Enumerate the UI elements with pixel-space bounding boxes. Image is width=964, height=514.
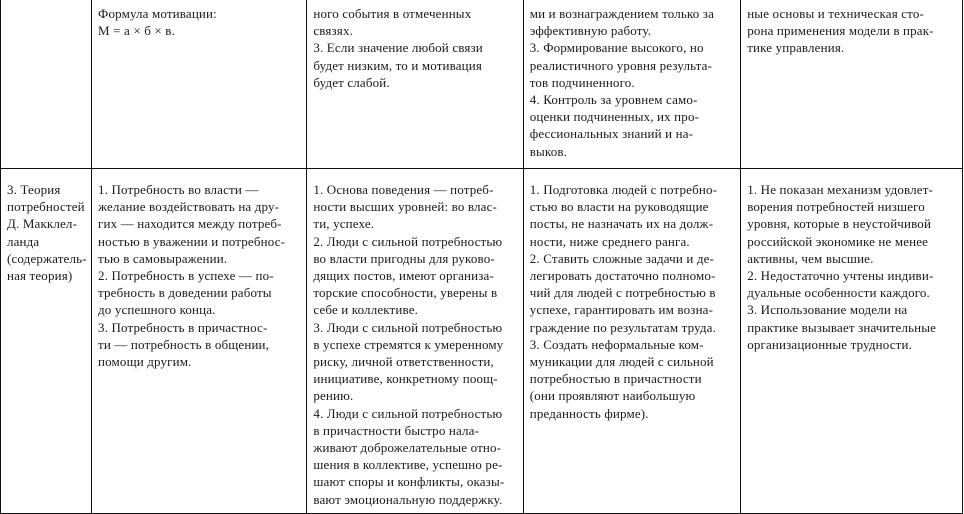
cell-text-line: ми и вознаграждением только за bbox=[529, 6, 714, 21]
cell-text-line: рению. bbox=[313, 388, 354, 404]
cell-text-line: желание воздействовать на дру- bbox=[98, 199, 280, 215]
cell-text-line: ности высших уровней: во влас- bbox=[313, 199, 497, 215]
cell-text-line: реалистичного уровня результа- bbox=[529, 57, 713, 73]
cell-text-line: 2. Потребность в успехе — по- bbox=[98, 268, 274, 284]
cell-text-line: помощи другим. bbox=[98, 354, 192, 370]
cell-text-line: 3. Потребность в причастнос- bbox=[98, 319, 268, 335]
cell-text-line: 3. Создать неформальные ком- bbox=[529, 336, 704, 352]
cell-text-line: 1. Потребность во власти — bbox=[98, 182, 259, 197]
cell-text-line: живают доброжелательные отно- bbox=[313, 440, 502, 456]
cell-text-line: (они проявляют наибольшую bbox=[529, 388, 696, 404]
cell-text-line: 3. Формирование высокого, но bbox=[529, 40, 704, 56]
cell-text-line: в причастности быстро нала- bbox=[313, 422, 480, 438]
cell-principles bbox=[307, 0, 523, 169]
cell-text-line: вают эмоциональную поддержку. bbox=[313, 491, 503, 507]
cell-principles bbox=[307, 169, 523, 514]
cell-text-line: преданность фирме). bbox=[529, 405, 649, 421]
cell-text-line: дуальные особенности каждого. bbox=[747, 285, 930, 301]
cell-text-line: во власти пригодны для руково- bbox=[313, 250, 495, 266]
cell-text-line: 1. Не показан механизм удовлет- bbox=[747, 182, 934, 197]
cell-text-line: эффективную работу. bbox=[529, 23, 652, 39]
cell-text-line: гих — находится между потреб- bbox=[98, 216, 282, 232]
cell-text-line: ланда bbox=[7, 233, 40, 249]
cell-text-line: российской экономике не менее bbox=[747, 233, 929, 249]
cell-text-line: торские способности, уверены в bbox=[313, 285, 498, 301]
cell-text-line: чий для людей с потребностью в bbox=[529, 285, 716, 301]
cell-text-line: ворения потребностей низшего bbox=[747, 199, 925, 215]
cell-text-line: ная теория) bbox=[7, 268, 73, 284]
cell-drawbacks bbox=[741, 0, 963, 169]
cell-text-line: организационные трудности. bbox=[747, 336, 913, 352]
cell-text-line: ного события в отмеченных bbox=[313, 6, 472, 21]
cell-text-line: риску, личной ответственности, bbox=[313, 354, 494, 370]
cell-text-line: М = а × б × в. bbox=[98, 23, 175, 39]
cell-text-line: (содержатель- bbox=[7, 250, 87, 266]
cell-text-line: стью во власти на руководящие bbox=[529, 199, 709, 215]
cell-text-line: дящих постов, имеют организа- bbox=[313, 268, 494, 284]
cell-recommendations bbox=[523, 0, 740, 169]
cell-text-line: 4. Контроль за уровнем само- bbox=[529, 92, 698, 108]
cell-text-line: успехе, гарантировать им возна- bbox=[529, 302, 714, 318]
cell-text-line: ти, успехе. bbox=[313, 216, 375, 232]
cell-text-line: посты, не назначать их на долж- bbox=[529, 216, 714, 232]
cell-text-line: 2. Люди с сильной потребностью bbox=[313, 233, 503, 249]
cell-text-line: 4. Люди с сильной потребностью bbox=[313, 405, 503, 421]
cell-text-line: рона применения модели в прак- bbox=[747, 23, 934, 39]
cell-theory-name bbox=[1, 169, 92, 514]
cell-text-line: шают споры и конфликты, оказы- bbox=[313, 474, 505, 490]
cell-text-line: ные основы и техническая сто- bbox=[747, 6, 924, 21]
cell-text-line: будет низким, то и мотивация bbox=[313, 57, 483, 73]
cell-drawbacks bbox=[741, 169, 963, 514]
cell-text-line: потребностью в причастности bbox=[529, 371, 702, 387]
cell-text-line: 3. Если значение любой связи bbox=[313, 40, 483, 56]
cell-text-line: себе и коллективе. bbox=[313, 302, 419, 318]
cell-text-line: Формула мотивации: bbox=[98, 6, 217, 21]
cell-text-line: практике вызывает значительные bbox=[747, 319, 937, 335]
cell-text-line: 3. Люди с сильной потребностью bbox=[313, 319, 503, 335]
cell-text-line: шения в коллективе, успешно ре- bbox=[313, 457, 503, 473]
cell-text-line: оценки подчиненных, их про- bbox=[529, 109, 700, 125]
cell-text-line: инициативе, конкретному поощ- bbox=[313, 371, 498, 387]
cell-text-line: ти — потребность в общении, bbox=[98, 336, 270, 352]
cell-text-line: уровня, которые в неустойчивой bbox=[747, 216, 932, 232]
cell-text-line: до успешного конца. bbox=[98, 302, 216, 318]
cell-text-line: выков. bbox=[529, 143, 568, 159]
cell-recommendations bbox=[523, 169, 740, 514]
cell-text-line: в успехе стремятся к умеренному bbox=[313, 336, 504, 352]
cell-text-line: граждение по результатам труда. bbox=[529, 319, 716, 335]
cell-text-line: 1. Подготовка людей с потребно- bbox=[529, 182, 718, 197]
cell-text-line: 3. Использование модели на bbox=[747, 302, 908, 318]
cell-text-line: потребностей bbox=[7, 199, 85, 215]
cell-text-line: тике управления. bbox=[747, 40, 845, 56]
cell-text-line: тью в самовыражении. bbox=[98, 250, 228, 266]
table-row bbox=[1, 0, 963, 169]
cell-text-line: связях. bbox=[313, 23, 353, 39]
cell-text-line: 1. Основа поведения — потреб- bbox=[313, 182, 494, 197]
cell-theory-name bbox=[1, 0, 92, 169]
cell-text-line: 2. Недостаточно учтены индиви- bbox=[747, 268, 934, 284]
cell-text-line: легировать достаточно полномо- bbox=[529, 268, 716, 284]
cell-text-line: муникации для людей с сильной bbox=[529, 354, 714, 370]
table-row bbox=[1, 169, 963, 514]
cell-text-line: Д. Макклел- bbox=[7, 216, 78, 232]
cell-text-line: фессиональных знаний и на- bbox=[529, 126, 694, 142]
cell-essence bbox=[92, 0, 307, 169]
cell-text-line: ности, ниже среднего ранга. bbox=[529, 233, 690, 249]
cell-text-line: требность в доведении работы bbox=[98, 285, 272, 301]
cell-essence bbox=[92, 169, 307, 514]
cell-text-line: 3. Теория bbox=[7, 182, 61, 197]
cell-text-line: 2. Ставить сложные задачи и де- bbox=[529, 250, 715, 266]
cell-text-line: ностью в уважении и потребнос- bbox=[98, 233, 286, 249]
cell-text-line: тов подчиненного. bbox=[529, 74, 635, 90]
cell-text-line: будет слабой. bbox=[313, 74, 390, 90]
cell-text-line: активны, чем высшие. bbox=[747, 250, 874, 266]
